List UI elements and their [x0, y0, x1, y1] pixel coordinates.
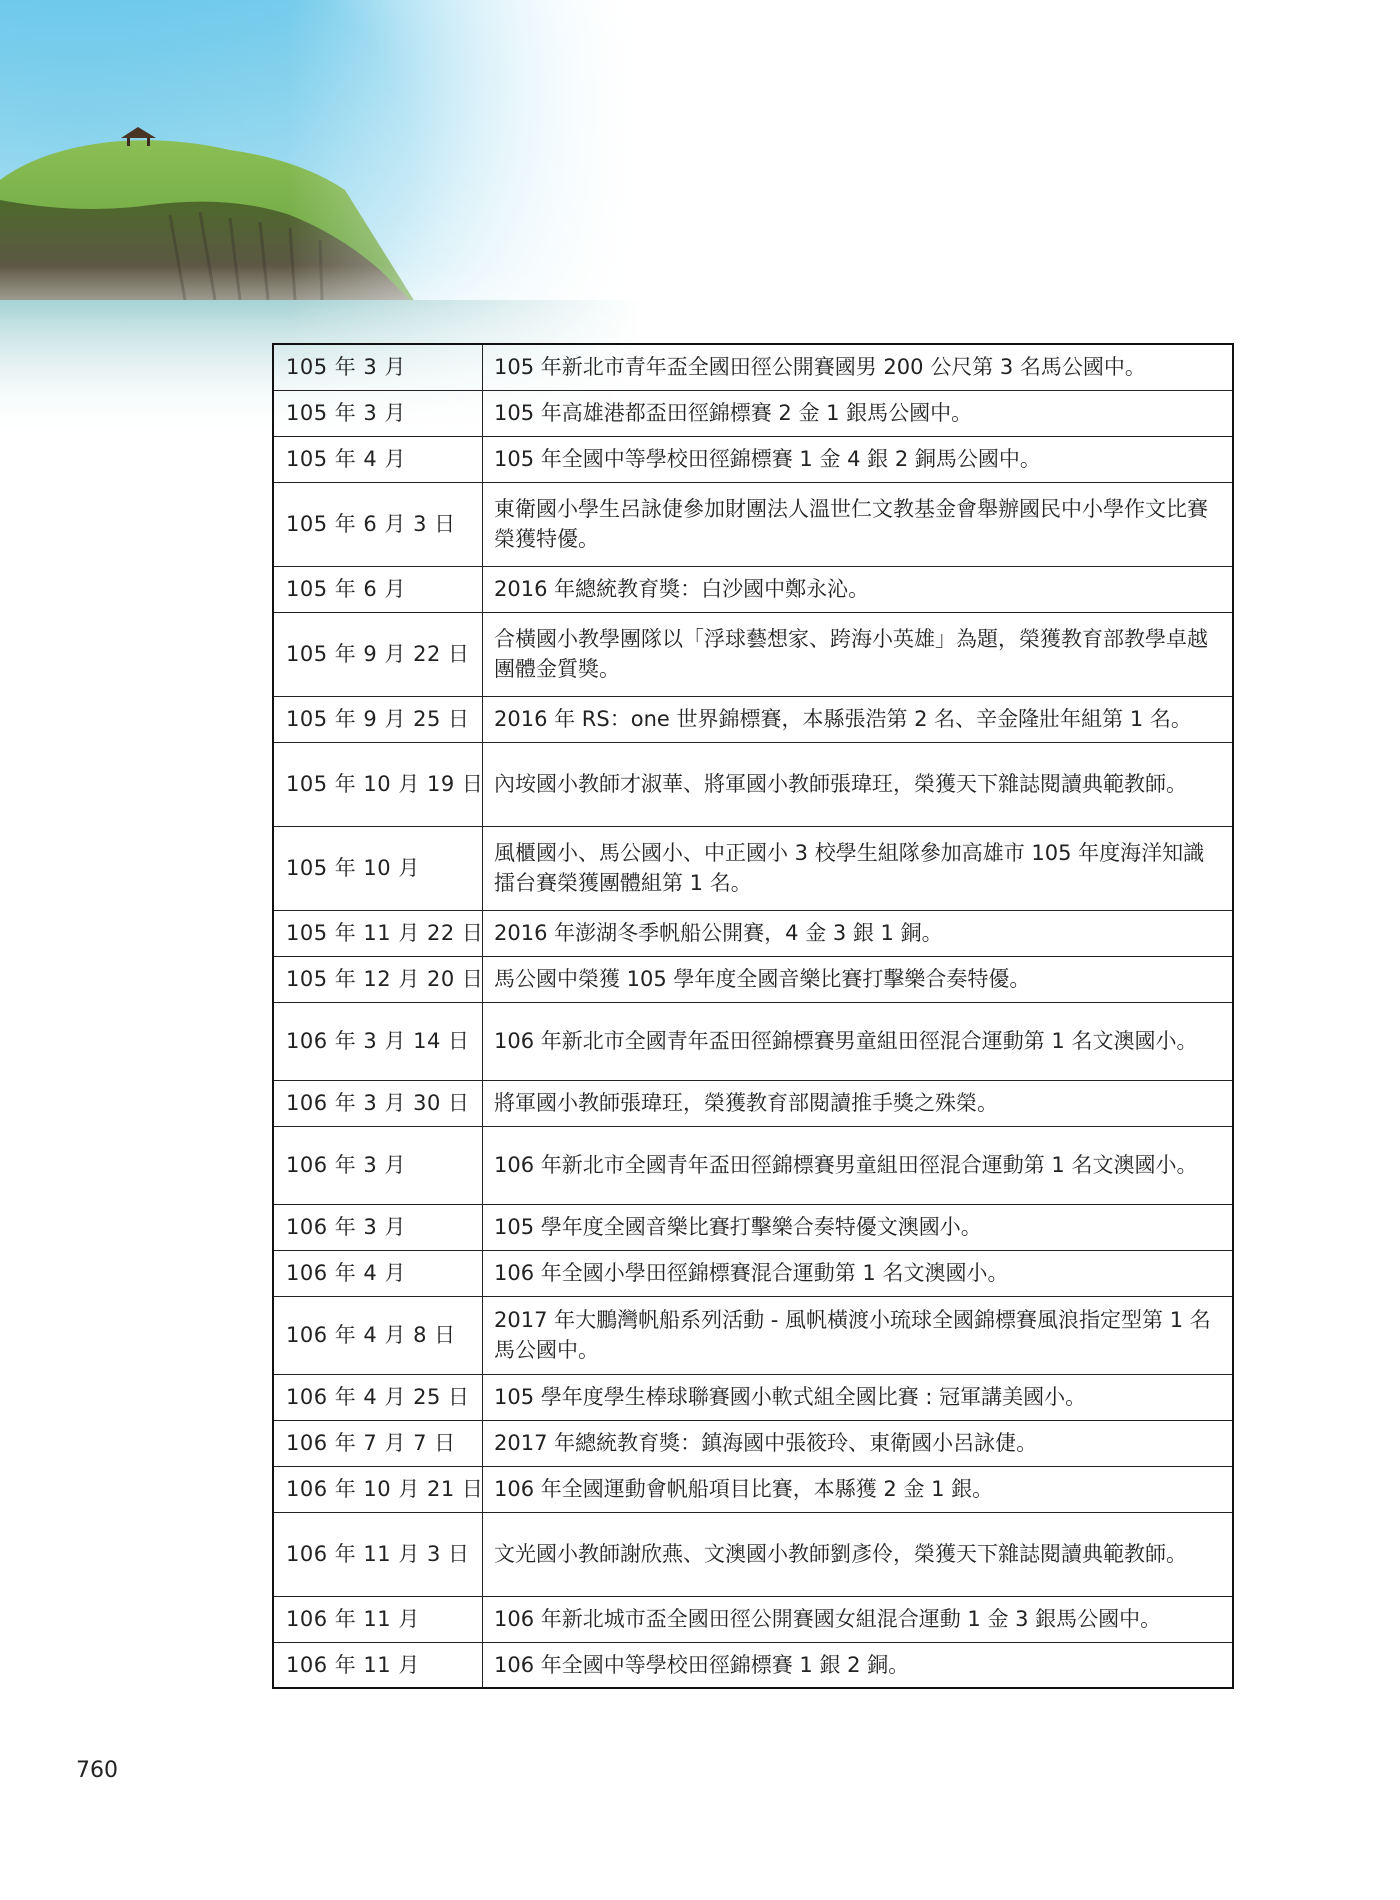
date-cell: 106 年 11 月 3 日 [273, 1512, 483, 1596]
table-row [273, 612, 1233, 696]
date-cell: 105 年 6 月 3 日 [273, 482, 483, 566]
table-row [273, 1374, 1233, 1420]
event-cell: 東衛國小學生呂詠倢參加財團法人溫世仁文教基金會舉辦國民中小學作文比賽榮獲特優。 [483, 482, 1234, 566]
event-cell: 106 年全國運動會帆船項目比賽，本縣獲 2 金 1 銀。 [483, 1466, 1234, 1512]
achievements-table [272, 343, 1234, 1689]
date-cell: 106 年 10 月 21 日 [273, 1466, 483, 1512]
event-cell: 2017 年總統教育獎：鎮海國中張筱玲、東衛國小呂詠倢。 [483, 1420, 1234, 1466]
date-cell: 106 年 11 月 [273, 1642, 483, 1688]
event-cell: 105 年高雄港都盃田徑錦標賽 2 金 1 銀馬公國中。 [483, 390, 1234, 436]
date-cell: 105 年 9 月 25 日 [273, 696, 483, 742]
date-cell: 106 年 3 月 30 日 [273, 1080, 483, 1126]
page-number: 760 [76, 1758, 118, 1783]
date-cell: 106 年 3 月 [273, 1204, 483, 1250]
event-cell: 合橫國小教學團隊以「浮球藝想家、跨海小英雄」為題，榮獲教育部教學卓越團體金質獎。 [483, 612, 1234, 696]
date-cell: 106 年 11 月 [273, 1596, 483, 1642]
table-row [273, 1420, 1233, 1466]
table-row [273, 1466, 1233, 1512]
event-cell: 將軍國小教師張瑋玨，榮獲教育部閱讀推手獎之殊榮。 [483, 1080, 1234, 1126]
date-cell: 105 年 10 月 19 日 [273, 742, 483, 826]
event-cell: 2017 年大鵬灣帆船系列活動 - 風帆橫渡小琉球全國錦標賽風浪指定型第 1 名馬公國中。 [483, 1296, 1234, 1374]
table-row [273, 1080, 1233, 1126]
table-row [273, 566, 1233, 612]
date-cell: 106 年 3 月 [273, 1126, 483, 1204]
date-cell: 105 年 3 月 [273, 344, 483, 390]
table-row [273, 390, 1233, 436]
event-cell: 105 年新北市青年盃全國田徑公開賽國男 200 公尺第 3 名馬公國中。 [483, 344, 1234, 390]
table-row [273, 1126, 1233, 1204]
event-cell: 106 年新北市全國青年盃田徑錦標賽男童組田徑混合運動第 1 名文澳國小。 [483, 1002, 1234, 1080]
date-cell: 106 年 4 月 8 日 [273, 1296, 483, 1374]
table-row [273, 1296, 1233, 1374]
event-cell: 105 年全國中等學校田徑錦標賽 1 金 4 銀 2 銅馬公國中。 [483, 436, 1234, 482]
table-row [273, 696, 1233, 742]
date-cell: 105 年 9 月 22 日 [273, 612, 483, 696]
table-row [273, 1002, 1233, 1080]
table-row [273, 956, 1233, 1002]
event-cell: 105 學年度學生棒球聯賽國小軟式組全國比賽 : 冠軍講美國小。 [483, 1374, 1234, 1420]
event-cell: 106 年新北市全國青年盃田徑錦標賽男童組田徑混合運動第 1 名文澳國小。 [483, 1126, 1234, 1204]
table-row [273, 1204, 1233, 1250]
event-cell: 文光國小教師謝欣燕、文澳國小教師劉彥伶，榮獲天下雜誌閱讀典範教師。 [483, 1512, 1234, 1596]
event-cell: 內垵國小教師才淑華、將軍國小教師張瑋玨，榮獲天下雜誌閱讀典範教師。 [483, 742, 1234, 826]
event-cell: 106 年新北城市盃全國田徑公開賽國女組混合運動 1 金 3 銀馬公國中。 [483, 1596, 1234, 1642]
date-cell: 106 年 4 月 25 日 [273, 1374, 483, 1420]
date-cell: 105 年 3 月 [273, 390, 483, 436]
date-cell: 105 年 10 月 [273, 826, 483, 910]
table-row [273, 826, 1233, 910]
event-cell: 2016 年 RS：one 世界錦標賽，本縣張浩第 2 名、辛金隆壯年組第 1 名。 [483, 696, 1234, 742]
table-row [273, 344, 1233, 390]
event-cell: 106 年全國小學田徑錦標賽混合運動第 1 名文澳國小。 [483, 1250, 1234, 1296]
table-row [273, 742, 1233, 826]
event-cell: 2016 年總統教育獎：白沙國中鄭永沁。 [483, 566, 1234, 612]
event-cell: 風櫃國小、馬公國小、中正國小 3 校學生組隊參加高雄市 105 年度海洋知識擂台賽榮獲團體組第 1 名。 [483, 826, 1234, 910]
event-cell: 2016 年澎湖冬季帆船公開賽，4 金 3 銀 1 銅。 [483, 910, 1234, 956]
table-row [273, 1642, 1233, 1688]
table-row [273, 1512, 1233, 1596]
event-cell: 106 年全國中等學校田徑錦標賽 1 銀 2 銅。 [483, 1642, 1234, 1688]
table-row [273, 436, 1233, 482]
date-cell: 106 年 4 月 [273, 1250, 483, 1296]
date-cell: 105 年 11 月 22 日 [273, 910, 483, 956]
event-cell: 馬公國中榮獲 105 學年度全國音樂比賽打擊樂合奏特優。 [483, 956, 1234, 1002]
date-cell: 105 年 12 月 20 日 [273, 956, 483, 1002]
date-cell: 105 年 4 月 [273, 436, 483, 482]
table-row [273, 1250, 1233, 1296]
table-row [273, 482, 1233, 566]
date-cell: 106 年 3 月 14 日 [273, 1002, 483, 1080]
event-cell: 105 學年度全國音樂比賽打擊樂合奏特優文澳國小。 [483, 1204, 1234, 1250]
table-row [273, 910, 1233, 956]
date-cell: 105 年 6 月 [273, 566, 483, 612]
date-cell: 106 年 7 月 7 日 [273, 1420, 483, 1466]
table-row [273, 1596, 1233, 1642]
